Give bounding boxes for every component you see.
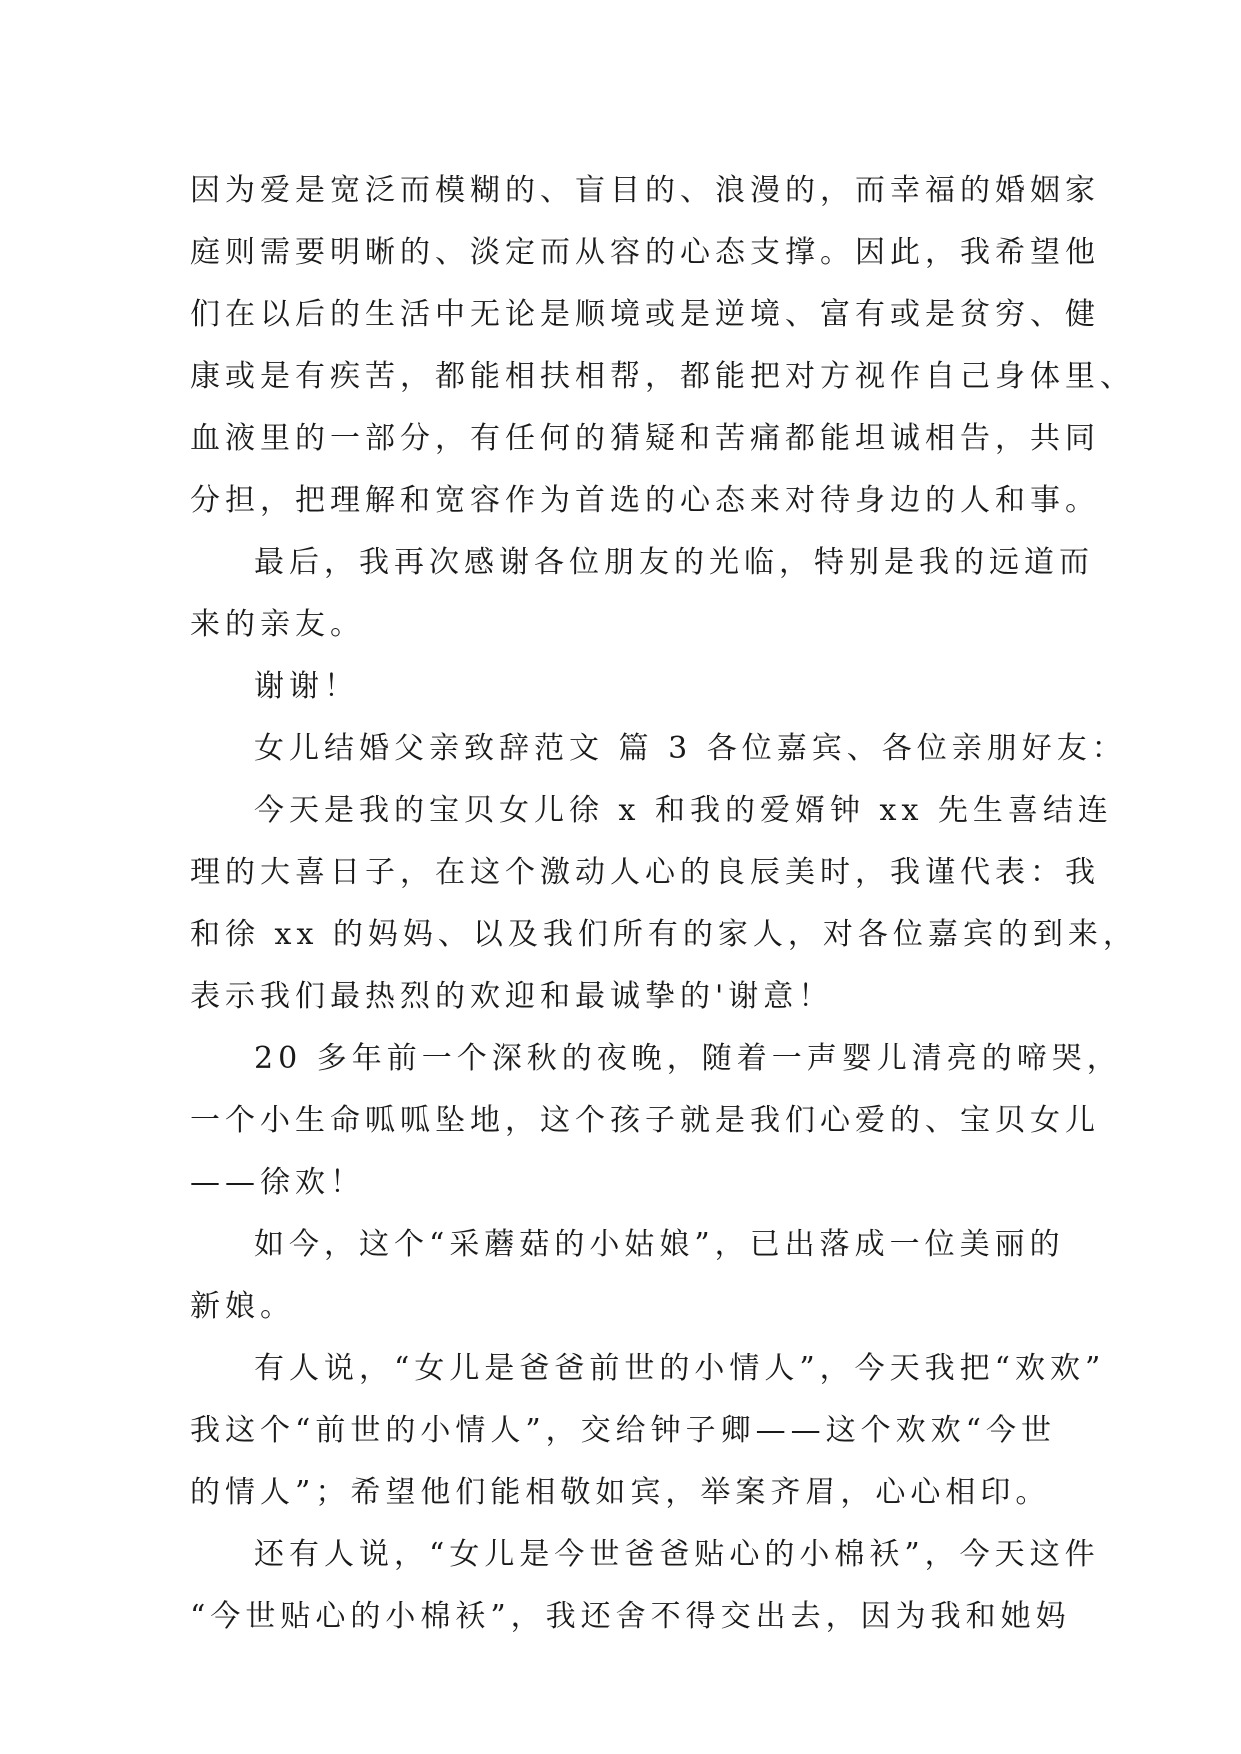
paragraph: [190, 532, 1094, 656]
text-line: 谢谢！: [254, 669, 359, 704]
paragraph: [190, 718, 1127, 780]
text-line: 20 多年前一个深秋的夜晚，随着一声婴儿清亮的啼哭，: [254, 1041, 1122, 1076]
text-line: 有人说，“女儿是爸爸前世的小情人”，今天我把“欢欢”: [254, 1351, 1106, 1386]
paragraph: [190, 780, 1138, 1028]
document-body: [190, 160, 1138, 1648]
text-line: 最后，我再次感谢各位朋友的光临，特别是我的远道而: [254, 545, 1094, 580]
text-line: 还有人说，“女儿是今世爸爸贴心的小棉袄”，今天这件: [254, 1537, 1100, 1572]
text-line: 今天是我的宝贝女儿徐 x 和我的爱婿钟 xx 先生喜结连: [254, 793, 1113, 828]
text-line: 的情人”；希望他们能相敬如宾，举案齐眉，心心相印。: [190, 1475, 1051, 1510]
paragraph: [190, 656, 1060, 718]
text-line: 如今，这个“采蘑菇的小姑娘”，已出落成一位美丽的: [254, 1227, 1065, 1262]
paragraph: [190, 160, 1135, 532]
text-line: 表示我们最热烈的欢迎和最诚挚的'谢意！: [190, 979, 834, 1014]
text-line: 因为爱是宽泛而模糊的、盲目的、浪漫的，而幸福的婚姻家: [190, 173, 1100, 208]
text-line: 一个小生命呱呱坠地，这个孩子就是我们心爱的、宝贝女儿: [190, 1103, 1100, 1138]
paragraph: [190, 1028, 1122, 1214]
text-line: ——徐欢！: [190, 1165, 365, 1200]
text-line: 康或是有疾苦，都能相扶相帮，都能把对方视作自己身体里、: [190, 359, 1135, 394]
paragraph: [190, 1214, 1065, 1338]
text-line: 新娘。: [190, 1289, 295, 1324]
paragraph: [190, 1338, 1106, 1524]
text-line: 庭则需要明晰的、淡定而从容的心态支撑。因此，我希望他: [190, 235, 1100, 270]
text-line: “今世贴心的小棉袄”，我还舍不得交出去，因为我和她妈: [190, 1599, 1071, 1634]
paragraph: [190, 1524, 1100, 1648]
text-line: 们在以后的生活中无论是顺境或是逆境、富有或是贫穷、健: [190, 297, 1100, 332]
text-line: 和徐 xx 的妈妈、以及我们所有的家人，对各位嘉宾的到来，: [190, 917, 1138, 952]
text-line: 理的大喜日子，在这个激动人心的良辰美时，我谨代表：我: [190, 855, 1100, 890]
text-line: 血液里的一部分，有任何的猜疑和苦痛都能坦诚相告，共同: [190, 421, 1100, 456]
text-line: 女儿结婚父亲致辞范文 篇 3 各位嘉宾、各位亲朋好友：: [254, 731, 1127, 766]
text-line: 我这个“前世的小情人”，交给钟子卿——这个欢欢“今世: [190, 1413, 1057, 1448]
text-line: 分担，把理解和宽容作为首选的心态来对待身边的人和事。: [190, 483, 1100, 518]
text-line: 来的亲友。: [190, 607, 365, 642]
